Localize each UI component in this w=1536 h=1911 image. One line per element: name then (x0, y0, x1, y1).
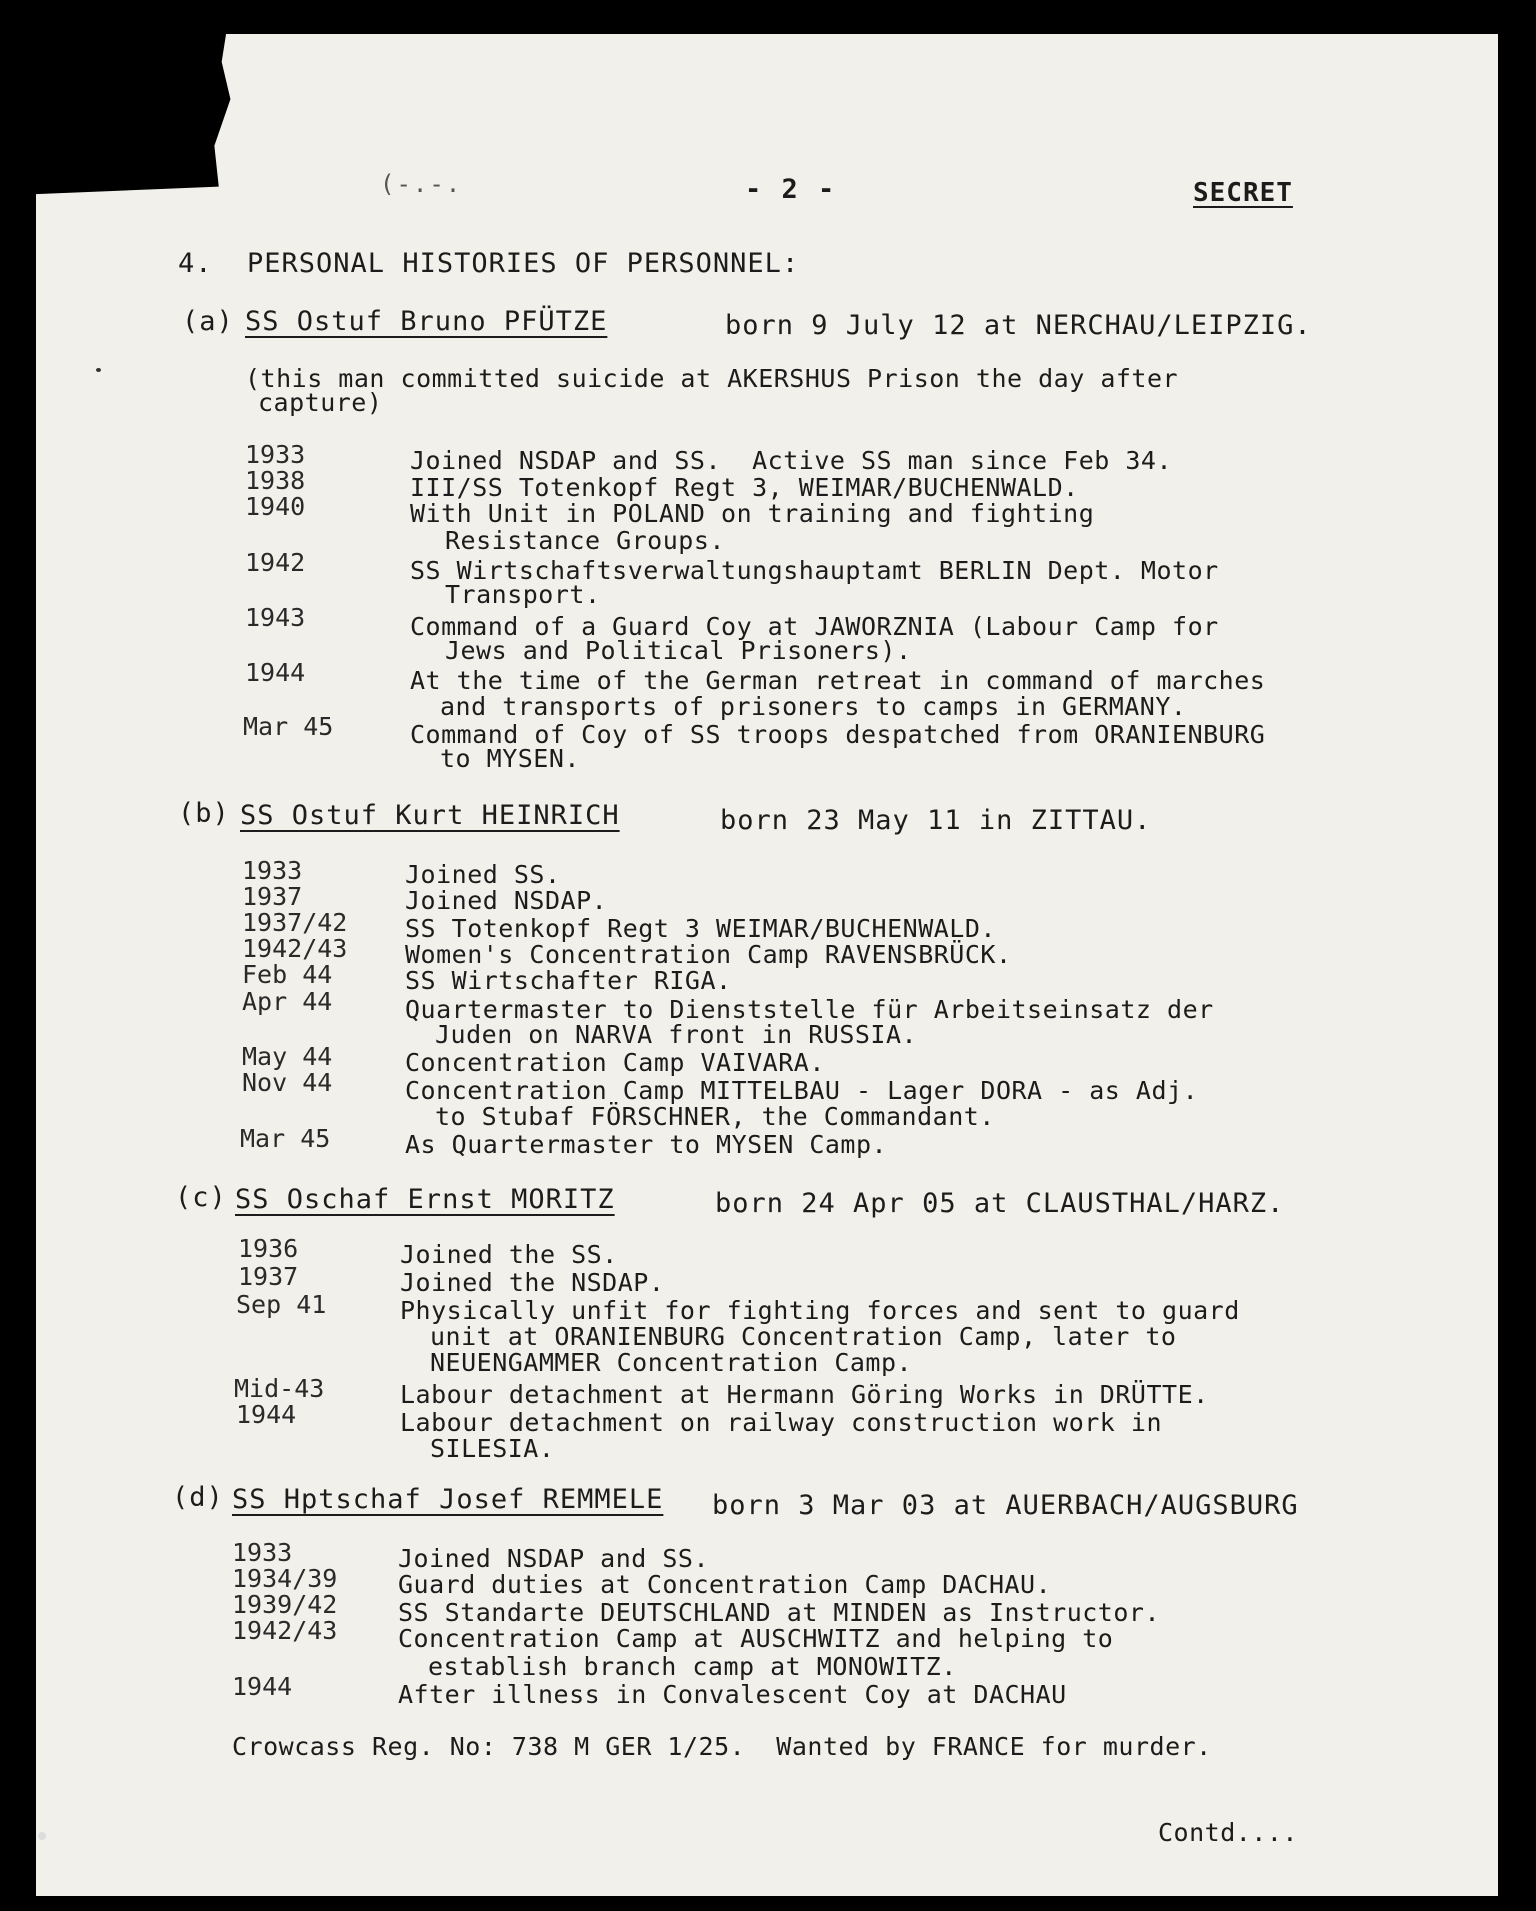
event-year: 1936 (238, 1234, 299, 1263)
event-text: Concentration Camp VAIVARA. (405, 1048, 825, 1077)
event-text: NEUENGAMMER Concentration Camp. (430, 1348, 913, 1377)
event-year: 1938 (245, 466, 306, 495)
event-text: After illness in Convalescent Coy at DACHAU (398, 1680, 1067, 1709)
entry-born: born 23 May 11 in ZITTAU. (720, 805, 1152, 836)
section-title: 4. PERSONAL HISTORIES OF PERSONNEL: (178, 248, 800, 279)
event-text: Joined the SS. (400, 1240, 618, 1269)
event-year: Nov 44 (242, 1068, 333, 1097)
event-text: Physically unfit for fighting forces and sent to guard (400, 1296, 1240, 1325)
entry-note: (this man committed suicide at AKERSHUS Prison the day after (245, 364, 1179, 393)
entry-label: (c) (175, 1182, 227, 1213)
event-year: Apr 44 (242, 987, 333, 1016)
ink-speck (38, 1832, 46, 1840)
event-year: 1937 (242, 882, 303, 911)
event-text: Juden on NARVA front in RUSSIA. (435, 1020, 918, 1049)
event-text: At the time of the German retreat in command of marches (410, 666, 1266, 695)
event-text: SS Standarte DEUTSCHLAND at MINDEN as Instructor. (398, 1598, 1161, 1627)
event-text: As Quartermaster to MYSEN Camp. (405, 1130, 888, 1159)
event-text: III/SS Totenkopf Regt 3, WEIMAR/BUCHENWALD. (410, 473, 1079, 502)
event-year: 1933 (245, 440, 306, 469)
event-text: SS Totenkopf Regt 3 WEIMAR/BUCHENWALD. (405, 914, 996, 943)
event-year: 1934/39 (232, 1564, 338, 1593)
event-year: 1942/43 (242, 934, 348, 963)
event-text: Quartermaster to Dienststelle für Arbeitseinsatz der (405, 995, 1214, 1024)
entry-name: SS Oschaf Ernst MORITZ (235, 1184, 615, 1215)
event-text: Concentration Camp MITTELBAU - Lager DORA - as Adj. (405, 1076, 1199, 1105)
event-year: 1933 (242, 856, 303, 885)
event-text: Concentration Camp at AUSCHWITZ and helping to (398, 1624, 1114, 1653)
event-year: 1937 (238, 1262, 299, 1291)
event-text: Transport. (445, 580, 601, 609)
entry-born: born 3 Mar 03 at AUERBACH/AUGSBURG (712, 1490, 1299, 1521)
event-text: SS Wirtschaftsverwaltungshauptamt BERLIN Dept. Motor (410, 556, 1219, 585)
ink-speck (96, 368, 101, 372)
event-text: Women's Concentration Camp RAVENSBRÜCK. (405, 940, 1012, 969)
event-year: Feb 44 (242, 960, 333, 989)
entry-label: (d) (172, 1482, 224, 1513)
entry-born: born 24 Apr 05 at CLAUSTHAL/HARZ. (715, 1188, 1285, 1219)
event-text: Command of Coy of SS troops despatched from ORANIENBURG (410, 720, 1266, 749)
page-number: - 2 - (745, 174, 837, 205)
event-year: 1937/42 (242, 908, 348, 937)
entry-name: SS Ostuf Bruno PFÜTZE (245, 306, 608, 337)
event-text: Joined NSDAP and SS. (398, 1544, 710, 1573)
event-year: 1940 (245, 492, 306, 521)
event-year: 1939/42 (232, 1590, 338, 1619)
event-year: Mar 45 (240, 1124, 331, 1153)
event-year: May 44 (242, 1042, 333, 1071)
entry-name: SS Ostuf Kurt HEINRICH (240, 800, 620, 831)
event-year: 1942 (245, 548, 306, 577)
event-text: establish branch camp at MONOWITZ. (428, 1652, 957, 1681)
event-year: 1944 (245, 658, 306, 687)
event-year: Sep 41 (236, 1290, 327, 1319)
event-text: to MYSEN. (440, 744, 580, 773)
event-year: 1933 (232, 1538, 293, 1567)
event-text: Labour detachment at Hermann Göring Works in DRÜTTE. (400, 1380, 1209, 1409)
event-year: Mid-43 (234, 1374, 325, 1403)
entry-born: born 9 July 12 at NERCHAU/LEIPZIG. (725, 310, 1312, 341)
continued-note: Contd.... (1158, 1818, 1298, 1847)
entry-note: capture) (258, 388, 383, 417)
event-text: Guard duties at Concentration Camp DACHAU. (398, 1570, 1052, 1599)
event-year: 1944 (236, 1400, 297, 1429)
header-mark: (-.-. (380, 170, 463, 198)
event-text: Command of a Guard Coy at JAWORZNIA (Labour Camp for (410, 612, 1219, 641)
event-text: Joined NSDAP and SS. Active SS man since Feb 34. (410, 446, 1173, 475)
event-text: Joined the NSDAP. (400, 1268, 665, 1297)
crowcass-reference: Crowcass Reg. No: 738 M GER 1/25. Wanted by FRANCE for murder. (232, 1732, 1212, 1761)
event-text: SS Wirtschafter RIGA. (405, 966, 732, 995)
event-text: With Unit in POLAND on training and fighting (410, 499, 1095, 528)
event-text: and transports of prisoners to camps in GERMANY. (440, 692, 1187, 721)
entry-name: SS Hptschaf Josef REMMELE (232, 1484, 664, 1515)
event-text: to Stubaf FÖRSCHNER, the Commandant. (435, 1102, 995, 1131)
event-text: Jews and Political Prisoners). (445, 636, 912, 665)
event-year: 1944 (232, 1672, 293, 1701)
classification-label: SECRET (1193, 178, 1293, 208)
entry-label: (a) (182, 306, 234, 337)
event-text: Labour detachment on railway construction work in (400, 1408, 1163, 1437)
event-year: Mar 45 (243, 712, 334, 741)
event-year: 1943 (245, 603, 306, 632)
event-text: unit at ORANIENBURG Concentration Camp, later to (430, 1322, 1177, 1351)
event-text: Resistance Groups. (445, 526, 725, 555)
event-text: Joined SS. (405, 860, 561, 889)
entry-label: (b) (178, 798, 230, 829)
event-text: SILESIA. (430, 1434, 555, 1463)
event-text: Joined NSDAP. (405, 886, 608, 915)
event-year: 1942/43 (232, 1616, 338, 1645)
